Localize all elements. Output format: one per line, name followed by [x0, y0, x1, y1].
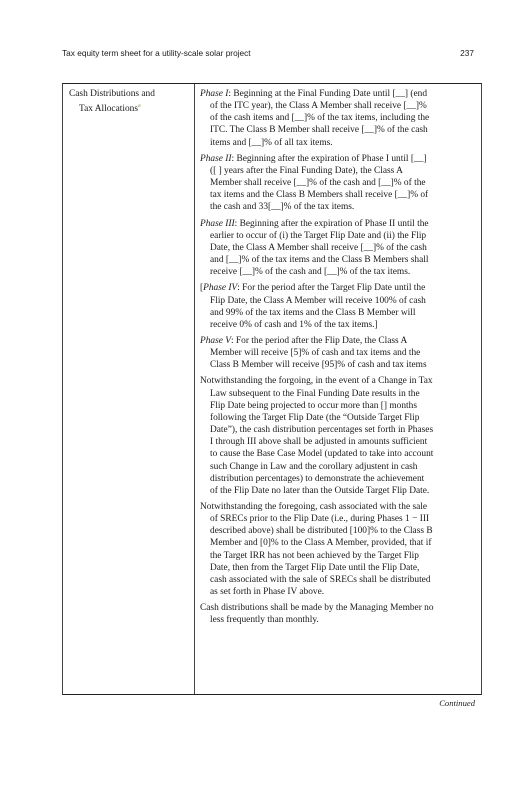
paragraph-line-text: of the Flip Date no later than the Outside Target Flip Date.	[210, 485, 430, 496]
paragraph-line-text: ITC. The Class B Member shall receive [__]% of the cash	[210, 125, 428, 136]
paragraph-line	[200, 153, 478, 165]
paragraph-line	[200, 282, 478, 294]
paragraph-line-text: Date, the Class A Member shall receive [__]% of the cash	[210, 242, 427, 253]
paragraph-line-text: as set forth in Phase IV above.	[210, 587, 325, 598]
paragraph-line	[200, 230, 478, 242]
paragraph-line	[200, 473, 478, 485]
paragraph-line-text: of SRECs prior to the Flip Date (i.e., during Phases 1 − III	[210, 514, 430, 525]
footnote-marker: a	[137, 103, 141, 110]
paragraph-line	[200, 254, 478, 266]
paragraph-line-text: Member will receive [5]% of cash and tax items and the	[210, 348, 421, 359]
paragraph-line	[200, 242, 478, 254]
row-content	[200, 88, 478, 631]
paragraph-line	[200, 319, 478, 331]
paragraph-line-text: following the Target Flip Date (the “Outside Target Flip	[210, 412, 420, 423]
term-paragraph	[200, 602, 478, 626]
term-paragraph	[200, 153, 478, 214]
paragraph-line	[200, 461, 478, 473]
paragraph-line-text: receive 0% of cash and 1% of the tax items.]	[210, 319, 378, 330]
paragraph-line-text: and [__]% of the tax items and the Class B Members shall	[210, 255, 429, 266]
paragraph-line-text: distribution percentages) to demonstrate the achievement	[210, 473, 425, 484]
phase-label: Phase V	[200, 335, 231, 346]
term-paragraph	[200, 218, 478, 279]
paragraph-prefix: [	[200, 283, 204, 294]
paragraph-line	[200, 513, 478, 525]
paragraph-line	[200, 400, 478, 412]
term-paragraph	[200, 282, 478, 331]
paragraph-line-text: Law subsequent to the Final Funding Date results in the	[210, 388, 420, 399]
term-paragraph	[200, 501, 478, 598]
paragraph-line-text: Date, then from the Target Flip Date until the Flip Date,	[210, 562, 420, 573]
column-divider	[194, 84, 195, 694]
paragraph-line	[200, 307, 478, 319]
paragraph-line-text: the Target IRR has not been achieved by the Target Flip	[210, 550, 419, 561]
paragraph-line	[200, 375, 478, 387]
paragraph-line-text: tax items and the Class B Members shall receive [__]% of	[210, 190, 429, 201]
paragraph-line-text: cash associated with the sale of SRECs shall be distributed	[210, 574, 431, 585]
phase-label: Phase IV	[203, 283, 238, 294]
paragraph-line-text: : Beginning after the expiration of Phase II until the	[234, 218, 429, 229]
paragraph-line	[200, 550, 478, 562]
row-label-line-2: Tax Allocations$^a$	[79, 103, 141, 115]
paragraph-line-text: described above) shall be distributed [100]% to the Class B	[210, 526, 433, 537]
term-paragraph	[200, 335, 478, 371]
paragraph-line-text: Date”), the cash distribution percentages set forth in Phases	[210, 425, 434, 436]
paragraph-line	[200, 436, 478, 448]
paragraph-line-text: Member shall receive [__]% of the cash and [__]% of the	[210, 178, 426, 189]
paragraph-line	[200, 295, 478, 307]
paragraph-line-text: Notwithstanding the forgoing, in the event of a Change in Tax	[200, 376, 433, 387]
paragraph-line-text: and 99% of the tax items and the Class B Member will	[210, 307, 416, 318]
paragraph-line-text: Class B Member will receive [95]% of cash and tax items	[210, 360, 427, 371]
paragraph-line-text: to cause the Base Case Model (updated to take into account	[210, 449, 434, 460]
phase-label: Phase I	[200, 89, 229, 99]
paragraph-line	[200, 201, 478, 213]
paragraph-line	[200, 137, 478, 149]
paragraph-line-text: the cash and 33[__]% of the tax items.	[210, 202, 355, 213]
paragraph-line	[200, 586, 478, 598]
paragraph-line-text: such Change in Law and the corollary adjustent in cash	[210, 461, 418, 472]
running-header-title: Tax equity term sheet for a utility-scale solar project	[62, 48, 251, 58]
paragraph-line-text: Cash distributions shall be made by the Managing Member no	[200, 603, 434, 614]
paragraph-line	[200, 412, 478, 424]
paragraph-line-text: of the cash items and [__]% of the tax items, including the	[210, 113, 430, 124]
paragraph-line-text: : Beginning after the expiration of Phase I until [__]	[231, 153, 427, 164]
page-number: 237	[460, 48, 474, 58]
paragraph-line	[200, 100, 478, 112]
paragraph-line	[200, 335, 478, 347]
phase-label: Phase III	[200, 218, 235, 229]
paragraph-line	[200, 266, 478, 278]
paragraph-line-text: : Beginning at the Final Funding Date until [__] (end	[228, 89, 428, 99]
paragraph-line-text: Notwithstanding the foregoing, cash associated with the sale	[200, 502, 428, 512]
paragraph-line	[200, 562, 478, 574]
paragraph-line-text: of the ITC year), the Class A Member shall receive [__]%	[210, 101, 427, 112]
paragraph-line	[200, 614, 478, 626]
paragraph-line-text: : For the period after the Flip Date, the Class A	[230, 335, 408, 346]
paragraph-line	[200, 359, 478, 371]
phase-label: Phase II	[200, 153, 232, 164]
paragraph-line	[200, 112, 478, 124]
paragraph-line-text: ([ ] years after the Final Funding Date), the Class A	[210, 165, 403, 176]
paragraph-line-text: items and [__]% of all tax items.	[210, 137, 333, 148]
paragraph-line-text: I through III above shall be adjusted in amounts sufficient	[210, 437, 428, 448]
paragraph-line	[200, 124, 478, 136]
paragraph-line	[200, 218, 478, 230]
paragraph-line-text: less frequently than monthly.	[210, 615, 319, 626]
paragraph-line-text: Flip Date being projected to occur more than [] months	[210, 400, 417, 411]
row-label	[69, 88, 189, 116]
term-paragraph	[200, 88, 478, 149]
paragraph-line-text: : For the period after the Target Flip Date until the	[237, 283, 426, 294]
paragraph-line-text: receive [__]% of the cash and [__]% of the tax items.	[210, 267, 411, 278]
paragraph-line	[200, 177, 478, 189]
paragraph-line-text: Flip Date, the Class A Member will receive 100% of cash	[210, 295, 426, 306]
row-label-line-1: Cash Distributions and	[69, 89, 155, 99]
paragraph-line	[200, 501, 478, 513]
paragraph-line	[200, 448, 478, 460]
term-paragraph	[200, 375, 478, 497]
paragraph-line-text: earlier to occur of (i) the Target Flip Date and (ii) the Flip	[210, 230, 427, 241]
paragraph-line	[200, 347, 478, 359]
paragraph-line	[200, 189, 478, 201]
paragraph-line	[200, 537, 478, 549]
term-sheet-table	[62, 83, 482, 695]
paragraph-line-text: Member and [0]% to the Class A Member, provided, that if	[210, 538, 432, 549]
paragraph-line	[200, 165, 478, 177]
paragraph-line	[200, 388, 478, 400]
paragraph-line	[200, 88, 478, 100]
continued-label: Continued	[439, 698, 475, 708]
paragraph-line	[200, 602, 478, 614]
paragraph-line	[200, 485, 478, 497]
paragraph-line	[200, 574, 478, 586]
paragraph-line	[200, 525, 478, 537]
paragraph-line	[200, 424, 478, 436]
